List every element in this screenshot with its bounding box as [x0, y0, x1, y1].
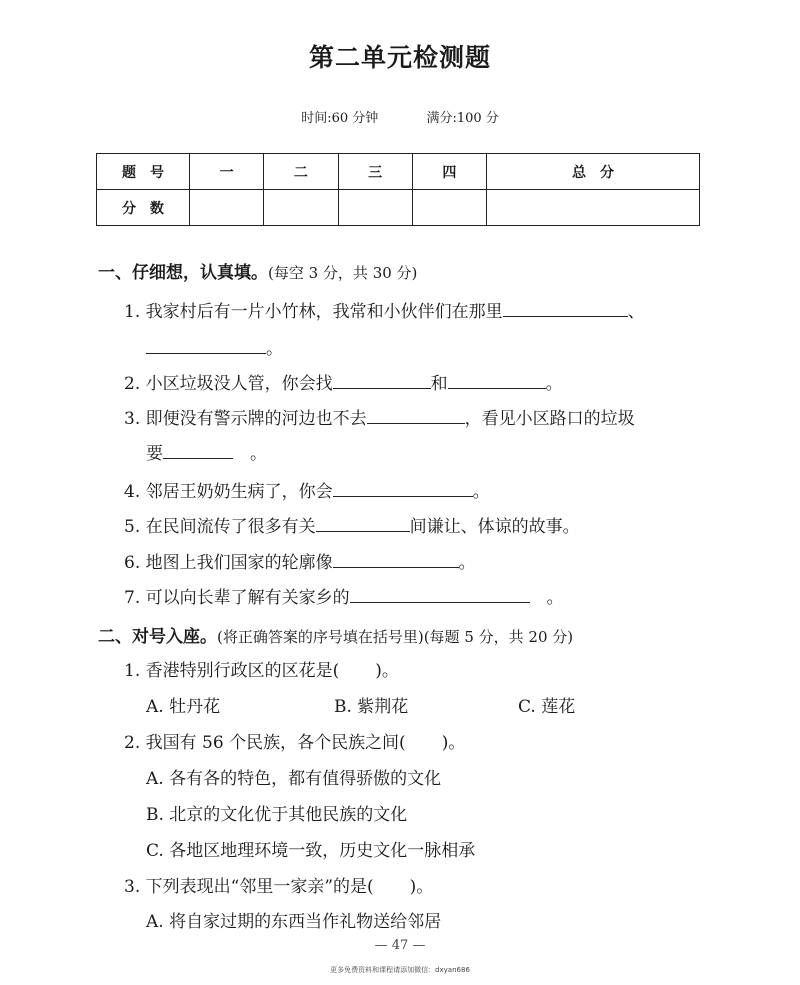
answer-blank[interactable]: [503, 300, 628, 317]
section-1-heading: [98, 258, 417, 283]
score-row-label: 分 数: [97, 190, 190, 226]
option-b[interactable]: B. 紫荆花: [334, 697, 409, 717]
question-text: 。: [458, 553, 476, 573]
score-header-cell: 总 分: [487, 154, 700, 190]
option-a[interactable]: A. 各有各的特色，都有值得骄傲的文化: [146, 769, 442, 789]
page-title: 第二单元检测题: [308, 43, 491, 72]
question-text: 。: [472, 482, 490, 502]
question-1-2: [124, 369, 563, 394]
question-text: )。: [409, 877, 434, 897]
question-2-3: [124, 872, 433, 897]
score-header-cell: 四: [412, 154, 486, 190]
question-text: 2. 我国有 56 个民族，各个民族之间(: [124, 733, 406, 753]
answer-blank[interactable]: [333, 551, 459, 568]
section-1-title: 一、仔细想，认真填。: [98, 263, 268, 283]
question-text: 3. 下列表现出“邻里一家亲”的是(: [124, 877, 374, 897]
score-cell[interactable]: [487, 190, 700, 226]
score-header-cell: 题 号: [97, 154, 190, 190]
question-1-7: [124, 583, 564, 608]
score-header-cell: 二: [264, 154, 338, 190]
question-text: 7. 可以向长辈了解有关家乡的: [124, 588, 350, 608]
question-2-2: [124, 728, 465, 753]
answer-blank[interactable]: [333, 480, 473, 497]
question-text: )。: [375, 661, 399, 681]
question-text: 5. 在民间流传了很多有关: [124, 517, 316, 537]
score-cell[interactable]: [338, 190, 412, 226]
score-cell[interactable]: [190, 190, 264, 226]
question-1-1: [124, 297, 645, 322]
question-text: 1. 我家村后有一片小竹林，我常和小伙伴们在那里: [124, 302, 503, 322]
option-a[interactable]: A. 牡丹花: [146, 697, 221, 717]
question-2-1: [124, 656, 399, 681]
question-1-5: [124, 512, 580, 537]
question-1-4: [124, 477, 490, 502]
question-1-3: [124, 404, 635, 429]
question-1-1-cont: [146, 334, 283, 359]
answer-blank[interactable]: [448, 372, 546, 389]
question-text: 、: [627, 302, 645, 322]
option-c[interactable]: C. 莲花: [518, 697, 576, 717]
option-c[interactable]: C. 各地区地理环境一致，历史文化一脉相承: [146, 841, 476, 861]
section-1-note: (每空 3 分，共 30 分): [268, 264, 418, 282]
section-2-note: (将正确答案的序号填在括号里)(每题 5 分，共 20 分): [217, 628, 574, 646]
answer-blank[interactable]: [333, 372, 431, 389]
answer-blank[interactable]: [146, 337, 266, 354]
question-text: 2. 小区垃圾没人管，你会找: [124, 374, 333, 394]
score-table-header-row: [97, 154, 700, 190]
exam-time: 时间:60 分钟: [301, 111, 379, 126]
option-a[interactable]: A. 将自家过期的东西当作礼物送给邻居: [146, 912, 442, 932]
answer-blank[interactable]: [163, 442, 233, 459]
exam-full-score: 满分:100 分: [426, 111, 499, 126]
footer-note: 更多免费资料和课程请添加微信：dxyan686: [330, 966, 470, 974]
question-text: 。: [545, 374, 563, 394]
score-table: [96, 153, 700, 226]
answer-blank[interactable]: [367, 407, 465, 424]
question-text: 。: [250, 444, 267, 464]
score-header-cell: 一: [190, 154, 264, 190]
exam-meta: [0, 107, 800, 126]
answer-blank[interactable]: [350, 586, 530, 603]
question-text: 。: [546, 588, 564, 608]
question-1-6: [124, 548, 476, 573]
question-text: 和: [430, 374, 448, 394]
question-1-3-cont: [146, 439, 267, 464]
question-text: 6. 地图上我们国家的轮廓像: [124, 553, 333, 573]
score-cell[interactable]: [264, 190, 338, 226]
score-header-cell: 三: [338, 154, 412, 190]
section-2-heading: [98, 622, 573, 647]
question-text: 。: [266, 339, 283, 359]
section-2-title: 二、对号入座。: [98, 627, 217, 647]
question-text: 3. 即便没有警示牌的河边也不去: [124, 409, 367, 429]
question-text: 4. 邻居王奶奶生病了，你会: [124, 482, 333, 502]
question-text: 1. 香港特别行政区的区花是(: [124, 661, 340, 681]
answer-blank[interactable]: [316, 515, 410, 532]
question-text: ，看见小区路口的垃圾: [464, 409, 635, 429]
question-2-1-options: [146, 692, 575, 717]
option-b[interactable]: B. 北京的文化优于其他民族的文化: [146, 805, 408, 825]
question-text: 要: [146, 444, 163, 464]
question-text: 间谦让、体谅的故事。: [409, 517, 580, 537]
score-table-row: [97, 190, 700, 226]
page-number: — 47 —: [374, 938, 426, 953]
score-cell[interactable]: [412, 190, 486, 226]
question-text: )。: [441, 733, 466, 753]
